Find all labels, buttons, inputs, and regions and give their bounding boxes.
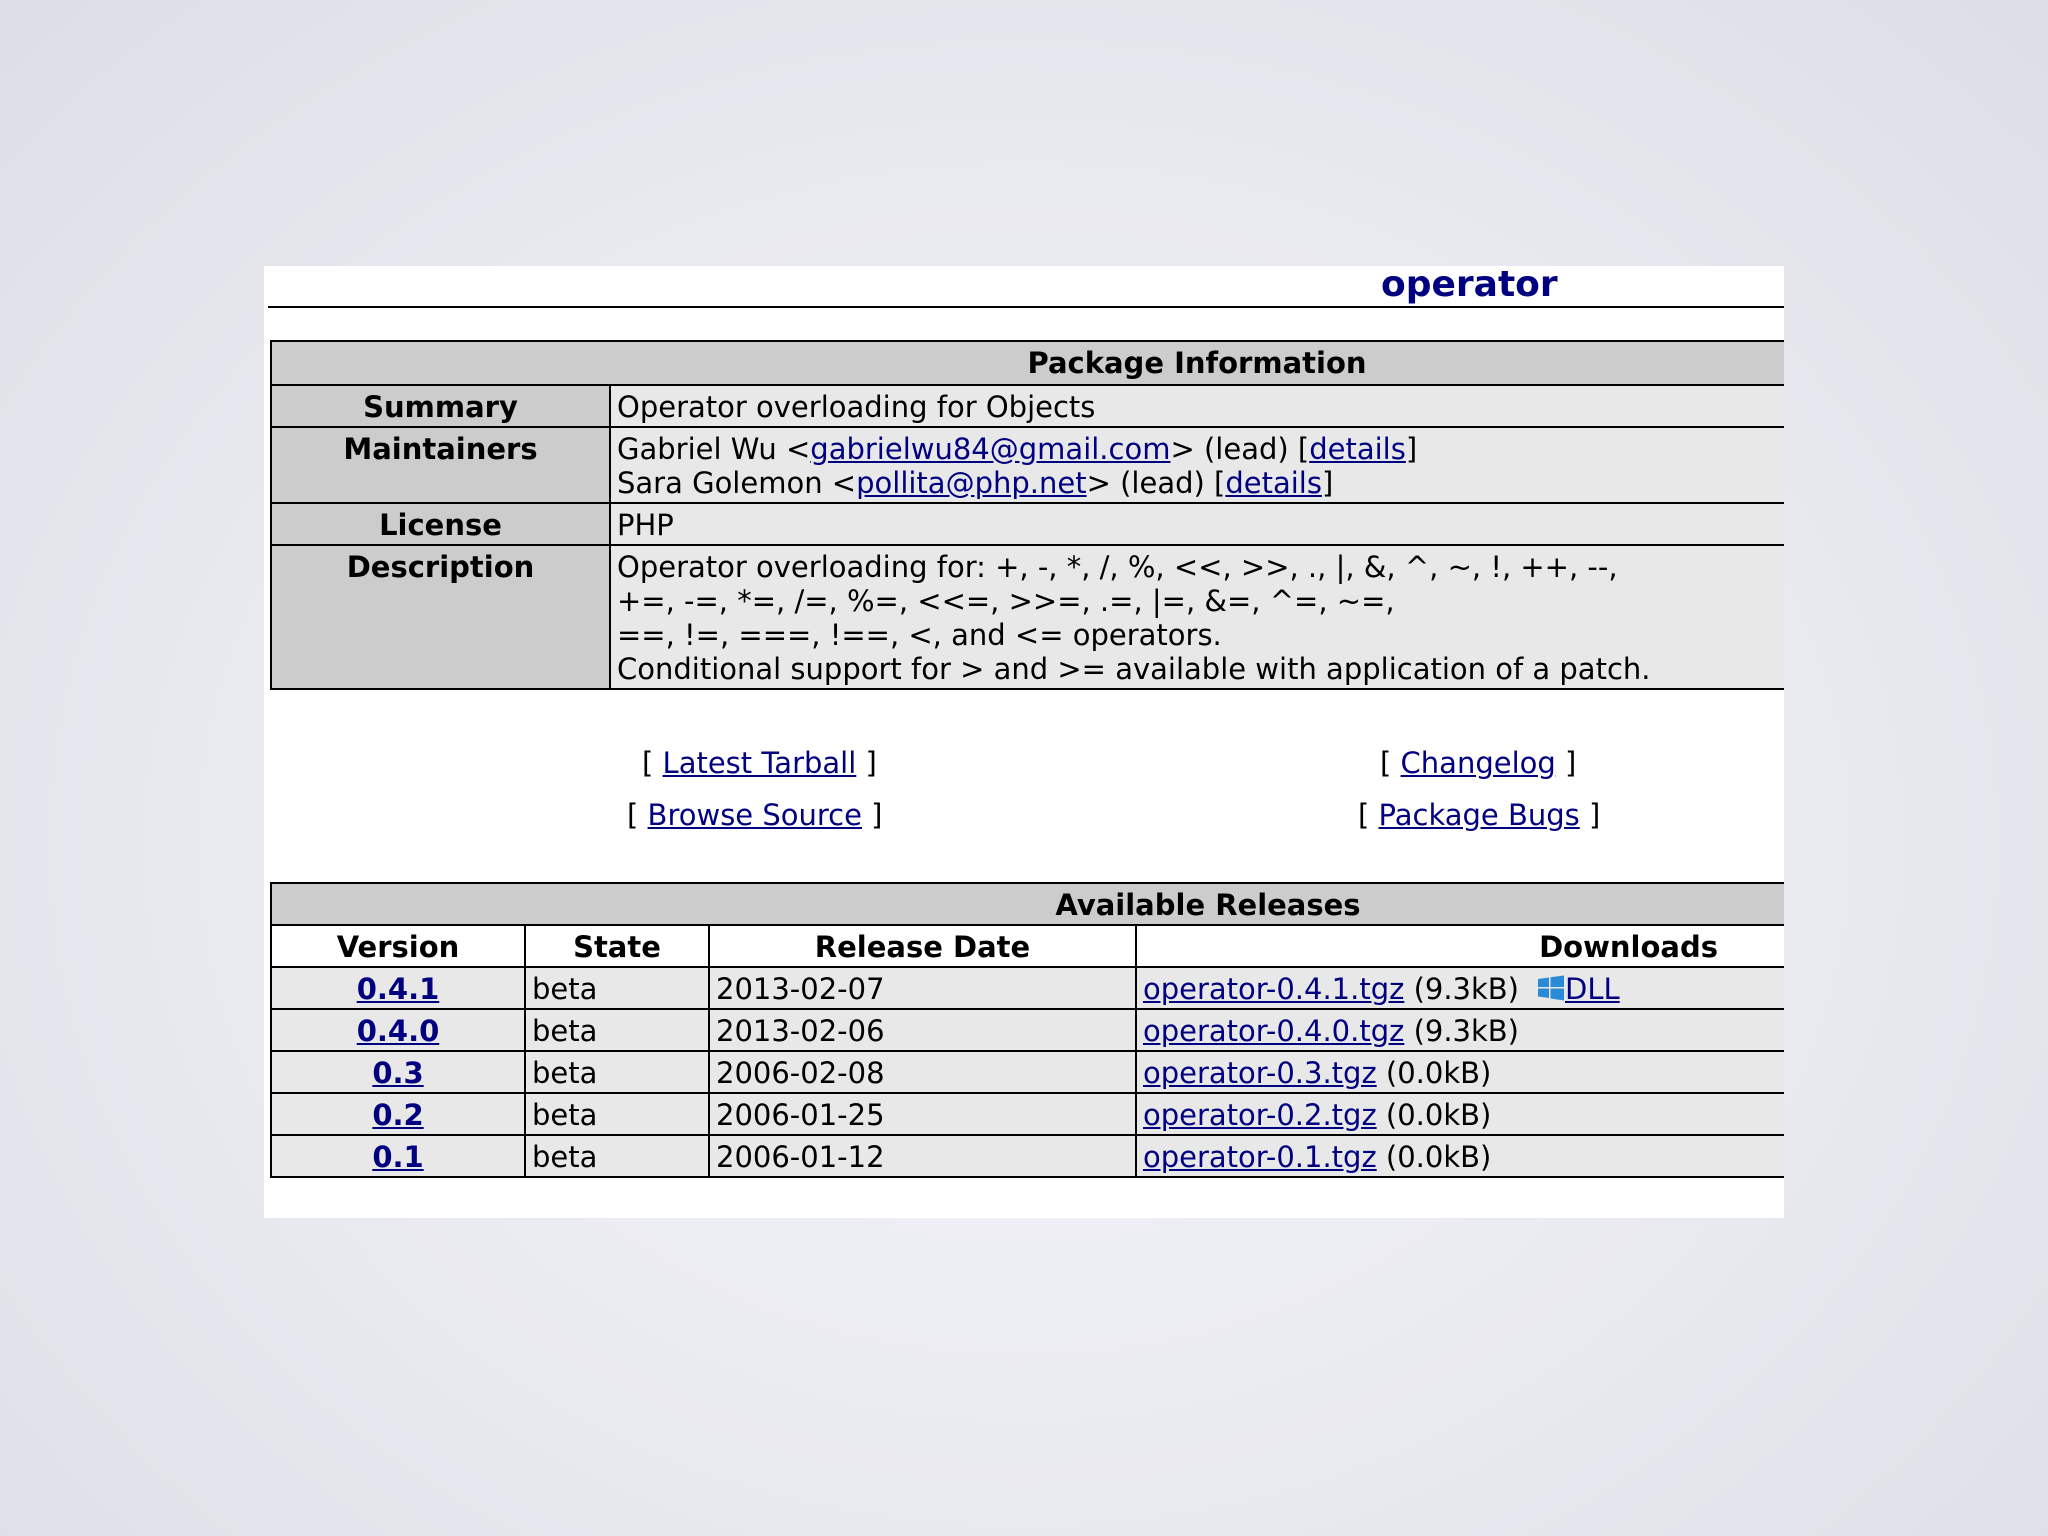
downloads-cell [1136,967,1784,1009]
version-link[interactable]: 0.2 [372,1098,424,1132]
file-size: (9.3kB) [1413,972,1519,1006]
maintainer-name: Sara Golemon < [617,466,857,500]
table-row [271,1009,1784,1051]
package-page [264,266,1784,1218]
maintainer-entry [617,466,1782,500]
dll-download-link[interactable]: DLL [1565,972,1620,1006]
description-label: Description [271,545,610,689]
download-link[interactable]: operator-0.4.0.tgz [1143,1014,1405,1048]
column-header-version: Version [271,925,525,967]
bracket-close: ] [856,746,877,780]
package-info-table [270,340,1784,690]
version-link[interactable]: 0.4.0 [356,1014,440,1048]
maintainers-value [610,427,1784,503]
release-date-cell: 2006-02-08 [709,1051,1136,1093]
description-line: Operator overloading for: +, -, *, /, %, <<, >>, ., |, &, ^, ~, !, ++, --, [617,550,1618,584]
maintainer-details-link[interactable]: details [1309,432,1406,466]
license-value: PHP [610,503,1784,545]
version-link[interactable]: 0.3 [372,1056,424,1090]
maintainer-details-link[interactable]: details [1225,466,1322,500]
download-link[interactable]: operator-0.4.1.tgz [1143,972,1405,1006]
downloads-cell [1136,1093,1784,1135]
release-date-cell: 2013-02-07 [709,967,1136,1009]
version-cell [271,1009,525,1051]
bracket-open: [ [1380,746,1401,780]
download-link[interactable]: operator-0.1.tgz [1143,1140,1377,1174]
downloads-cell [1136,1135,1784,1177]
browse-source-link-group [627,798,883,832]
table-row [271,967,1784,1009]
column-header-downloads: Downloads [1136,925,1784,967]
download-link[interactable]: operator-0.3.tgz [1143,1056,1377,1090]
version-link[interactable]: 0.4.1 [356,972,440,1006]
maintainers-label: Maintainers [271,427,610,503]
column-header-state: State [525,925,709,967]
package-bugs-link-group [1358,798,1600,832]
releases-heading: Available Releases [271,883,1784,925]
maintainer-email-link[interactable]: pollita@php.net [856,466,1087,500]
file-size: (9.3kB) [1413,1014,1519,1048]
description-line: ==, !=, ===, !==, <, and <= operators. [617,618,1222,652]
browse-source-link[interactable]: Browse Source [647,798,862,832]
latest-tarball-link[interactable]: Latest Tarball [662,746,857,780]
latest-tarball-link-group [642,746,877,780]
state-cell: beta [525,967,709,1009]
file-size: (0.0kB) [1385,1140,1492,1174]
license-label: License [271,503,610,545]
file-size: (0.0kB) [1385,1098,1492,1132]
description-line: +=, -=, *=, /=, %=, <<=, >>=, .=, |=, &=, ^=, ~=, [617,584,1395,618]
releases-table [270,882,1784,1178]
state-cell: beta [525,1093,709,1135]
table-row [271,1051,1784,1093]
version-link[interactable]: 0.1 [372,1140,424,1174]
bracket-close: ] [1555,746,1577,780]
state-cell: beta [525,1051,709,1093]
release-date-cell: 2006-01-12 [709,1135,1136,1177]
summary-label: Summary [271,385,610,427]
state-cell: beta [525,1009,709,1051]
bracket-close: ] [1405,432,1418,466]
maintainer-entry [617,432,1782,466]
windows-icon [1537,975,1565,1001]
table-row [271,1135,1784,1177]
changelog-link-group [1380,746,1576,780]
download-link[interactable]: operator-0.2.tgz [1143,1098,1377,1132]
bracket-open: [ [1358,798,1379,832]
bracket-open: [ [627,798,648,832]
description-line: Conditional support for > and >= available with application of a patch. [617,652,1651,686]
package-info-heading: Package Information [271,341,1784,385]
downloads-cell [1136,1009,1784,1051]
column-header-release-date: Release Date [709,925,1136,967]
bracket-open: [ [642,746,663,780]
changelog-link[interactable]: Changelog [1400,746,1556,780]
version-cell [271,1135,525,1177]
maintainer-role: > (lead) [ [1170,432,1310,466]
downloads-cell [1136,1051,1784,1093]
version-cell [271,1051,525,1093]
page-title: operator [1381,266,1558,305]
bracket-close: ] [1321,466,1334,500]
description-value [610,545,1784,689]
release-date-cell: 2013-02-06 [709,1009,1136,1051]
maintainer-email-link[interactable]: gabrielwu84@gmail.com [810,432,1171,466]
bracket-close: ] [1579,798,1601,832]
title-bar [268,266,1784,308]
maintainer-role: > (lead) [ [1086,466,1226,500]
table-row [271,1093,1784,1135]
file-size: (0.0kB) [1385,1056,1492,1090]
version-cell [271,967,525,1009]
version-cell [271,1093,525,1135]
package-bugs-link[interactable]: Package Bugs [1378,798,1580,832]
bracket-close: ] [861,798,883,832]
maintainer-name: Gabriel Wu < [617,432,811,466]
package-links [264,746,1784,856]
release-date-cell: 2006-01-25 [709,1093,1136,1135]
summary-value: Operator overloading for Objects [610,385,1784,427]
state-cell: beta [525,1135,709,1177]
